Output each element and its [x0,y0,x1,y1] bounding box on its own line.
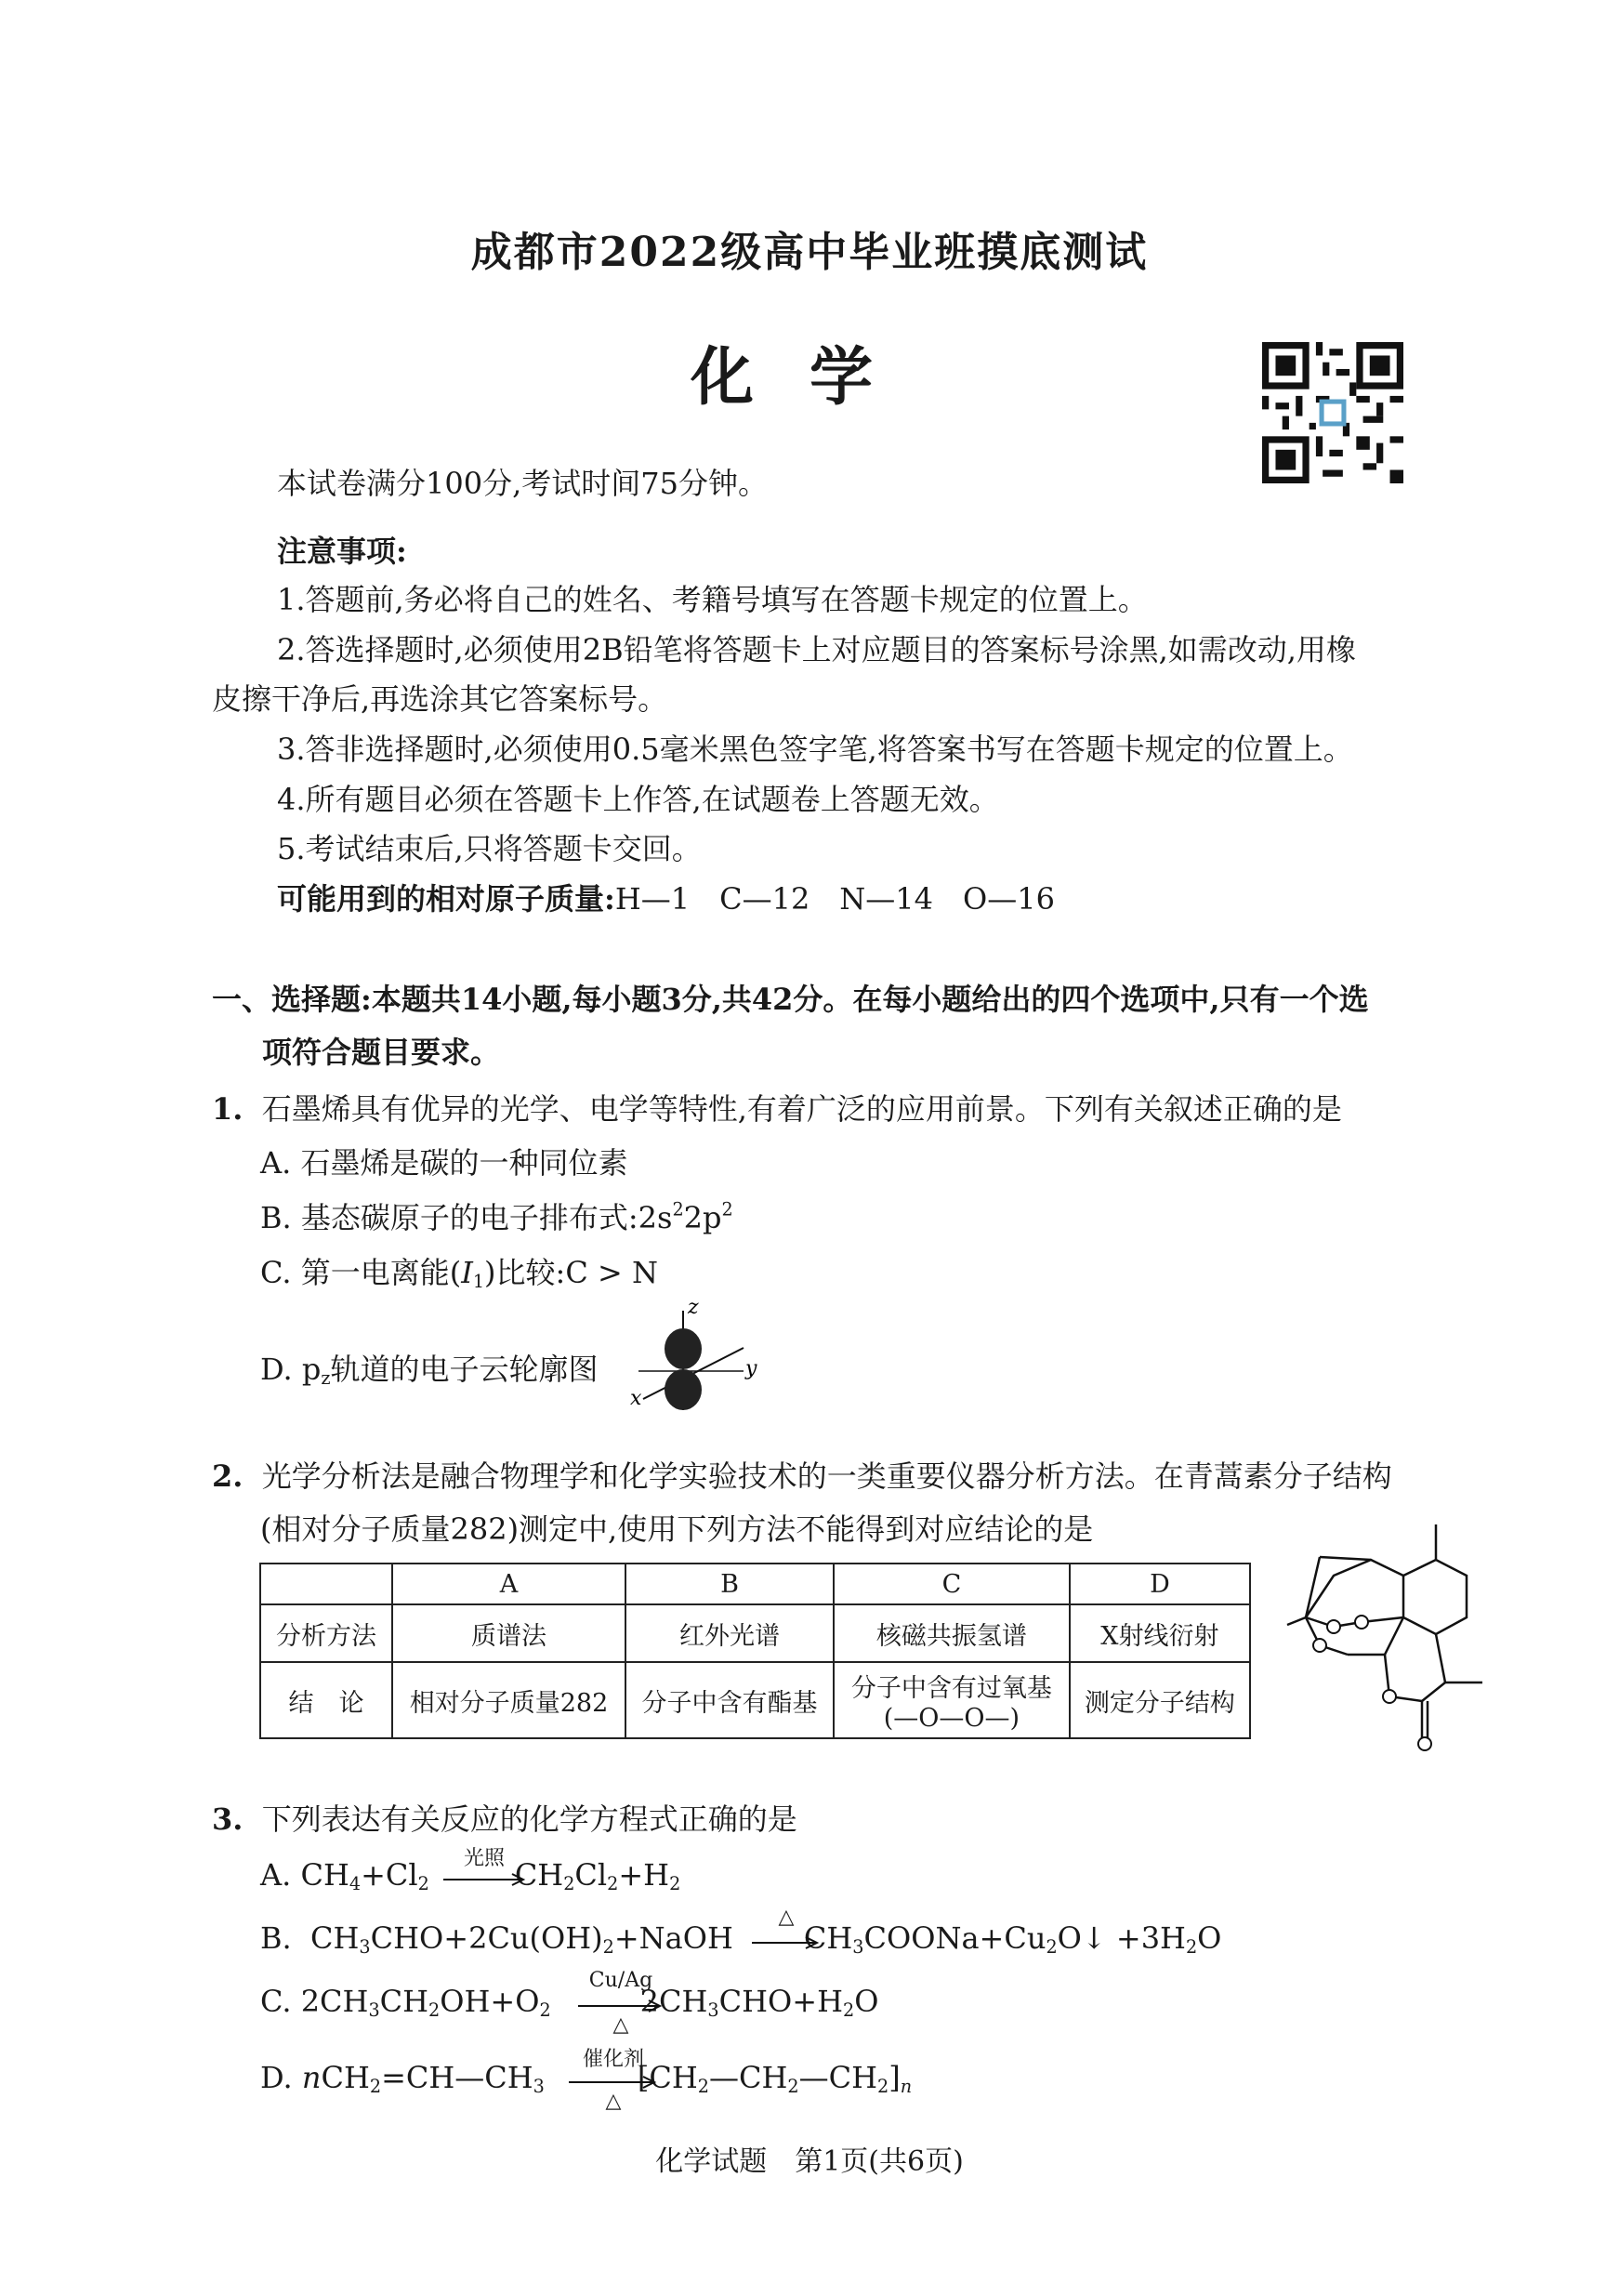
conclusion-c-extra: (—O—O—) [883,1704,1020,1733]
q3-c-condition-bottom: △ [612,2013,629,2037]
q3-option-d: D. $nCH_2=CH—CH_3$ $[CH_2—CH_2—CH_2]_n$ [260,2060,913,2097]
q2-stem: 光学分析法是融合物理学和化学实验技术的一类重要仪器分析方法。在青蒿素分子结构 [261,1458,1392,1494]
notice-3: 3.答非选择题时,必须使用0.5毫米黑色签字笔,将答案书写在答题卡规定的位置上。 [277,732,1353,767]
q3-a-condition: 光照 [463,1847,505,1870]
artemisinin-structure-diagram [1283,1515,1524,1771]
q1-option-d-prefix: D. p [260,1352,322,1387]
section1-heading: 一、选择题:本题共14小题,每小题3分,共42分。在每小题给出的四个选项中,只有一个选 [212,982,1369,1017]
pz-lower-lobe [665,1369,702,1410]
section1-heading-cont: 项符合题目要求。 [262,1035,501,1070]
q3-option-c: C. $2CH_3CH_2OH+O_2$ $2CH_3CHO+H_2O$ [260,1984,879,2021]
conclusion-b: 分子中含有酯基 [625,1662,834,1738]
table-row [260,1662,1250,1738]
notice-1: 1.答题前,务必将自己的姓名、考籍号填写在答题卡规定的位置上。 [277,582,1148,617]
method-b: 红外光谱 [625,1604,834,1662]
q1-option-a: A. 石墨烯是碳的一种同位素 [260,1145,628,1181]
pz-orbital-diagram [625,1297,764,1418]
row-label-conclusion: 结 论 [260,1662,392,1738]
q1-option-d-suffix: 轨道的电子云轮廓图 [330,1352,599,1387]
q1-stem: 石墨烯具有优异的光学、电学等特性,有着广泛的应用前景。下列有关叙述正确的是 [261,1091,1342,1127]
exam-title: 成都市2022级高中毕业班摸底测试 [470,229,1149,276]
q1-number: 1. [212,1091,244,1127]
page-footer: 化学试题 第1页(共6页) [655,2145,964,2178]
q1-option-d [260,1346,598,1389]
score-time-text: 本试卷满分100分,考试时间75分钟。 [277,466,768,501]
q2-stem-line [212,1453,1392,1496]
q3-c-condition-top: Cu/Ag [588,1969,653,1992]
q1-option-b [260,1194,733,1237]
atomic-mass-line [277,876,1055,918]
notice-2: 2.答选择题时,必须使用2B铅笔将答题卡上对应题目的答案标号涂黑,如需改动,用橡 [277,632,1356,667]
atomic-mass-values: H—1 C—12 N—14 O—16 [614,881,1055,917]
table-corner [260,1564,392,1604]
q2-number: 2. [212,1458,244,1494]
notice-2-cont: 皮擦干净后,再选涂其它答案标号。 [212,681,668,717]
method-d: X射线衍射 [1070,1604,1250,1662]
q2-stem-cont: (相对分子质量282)测定中,使用下列方法不能得到对应结论的是 [260,1511,1094,1547]
conclusion-d: 测定分子结构 [1070,1662,1250,1738]
q1-option-c-suffix: )比较:C > N [484,1255,658,1290]
q3-c-arrow [576,1993,665,2015]
x-axis-label: x [630,1387,642,1410]
q3-stem-line [212,1796,797,1839]
row-label-method: 分析方法 [260,1604,392,1662]
table-col-c: C [834,1564,1070,1604]
atomic-mass-label: 可能用到的相对原子质量: [277,881,615,917]
q3-d-condition-top: 催化剂 [582,2048,644,2071]
subject-title: 化学 [690,340,928,415]
q1-option-c-prefix: C. 第一电离能( [260,1255,462,1290]
q1-stem-line [212,1086,1342,1128]
q3-d-condition-bottom: △ [605,2090,622,2113]
qr-code-icon [1262,342,1403,483]
conclusion-c [834,1662,1070,1738]
q1-option-b-label: B. 基态碳原子的电子排布式: [260,1200,638,1235]
table-col-b: B [625,1564,834,1604]
conclusion-c-text: 分子中含有过氧基 [850,1674,1052,1703]
notice-5: 5.考试结束后,只将答题卡交回。 [277,831,702,866]
table-col-a: A [392,1564,625,1604]
table-row [260,1604,1250,1662]
notice-title: 注意事项: [277,534,407,569]
q3-number: 3. [212,1801,244,1837]
method-a: 质谱法 [392,1604,625,1662]
table-header-row [260,1564,1250,1604]
q1-option-b-config: $2s^22p^2$ [638,1198,733,1235]
pz-upper-lobe [665,1328,702,1369]
q3-option-b: B. $CH_3CHO+2Cu(OH)_2+NaOH$ $CH_3COONa+Cu_2O↓ +3H_2O$ [260,1920,1222,1958]
method-c: 核磁共振氢谱 [834,1604,1070,1662]
q1-option-d-sub: z [321,1366,331,1389]
notice-4: 4.所有题目必须在答题卡上作答,在试题卷上答题无效。 [277,782,999,817]
analysis-table [259,1563,1251,1739]
q3-b-condition: △ [778,1906,795,1929]
table-col-d: D [1070,1564,1250,1604]
q3-d-arrow [567,2069,660,2091]
q3-b-arrow [750,1930,823,1952]
q3-option-a: A. $CH_4+Cl_2$ $CH_2Cl_2+H_2$ [260,1857,681,1894]
conclusion-a: 相对分子质量282 [392,1662,625,1738]
q1-option-c: C. 第一电离能$(I_1)$比较:C > N [260,1255,658,1292]
z-axis-label: z [688,1297,699,1319]
y-axis-label: y [745,1357,757,1380]
q3-stem: 下列表达有关反应的化学方程式正确的是 [261,1801,797,1837]
